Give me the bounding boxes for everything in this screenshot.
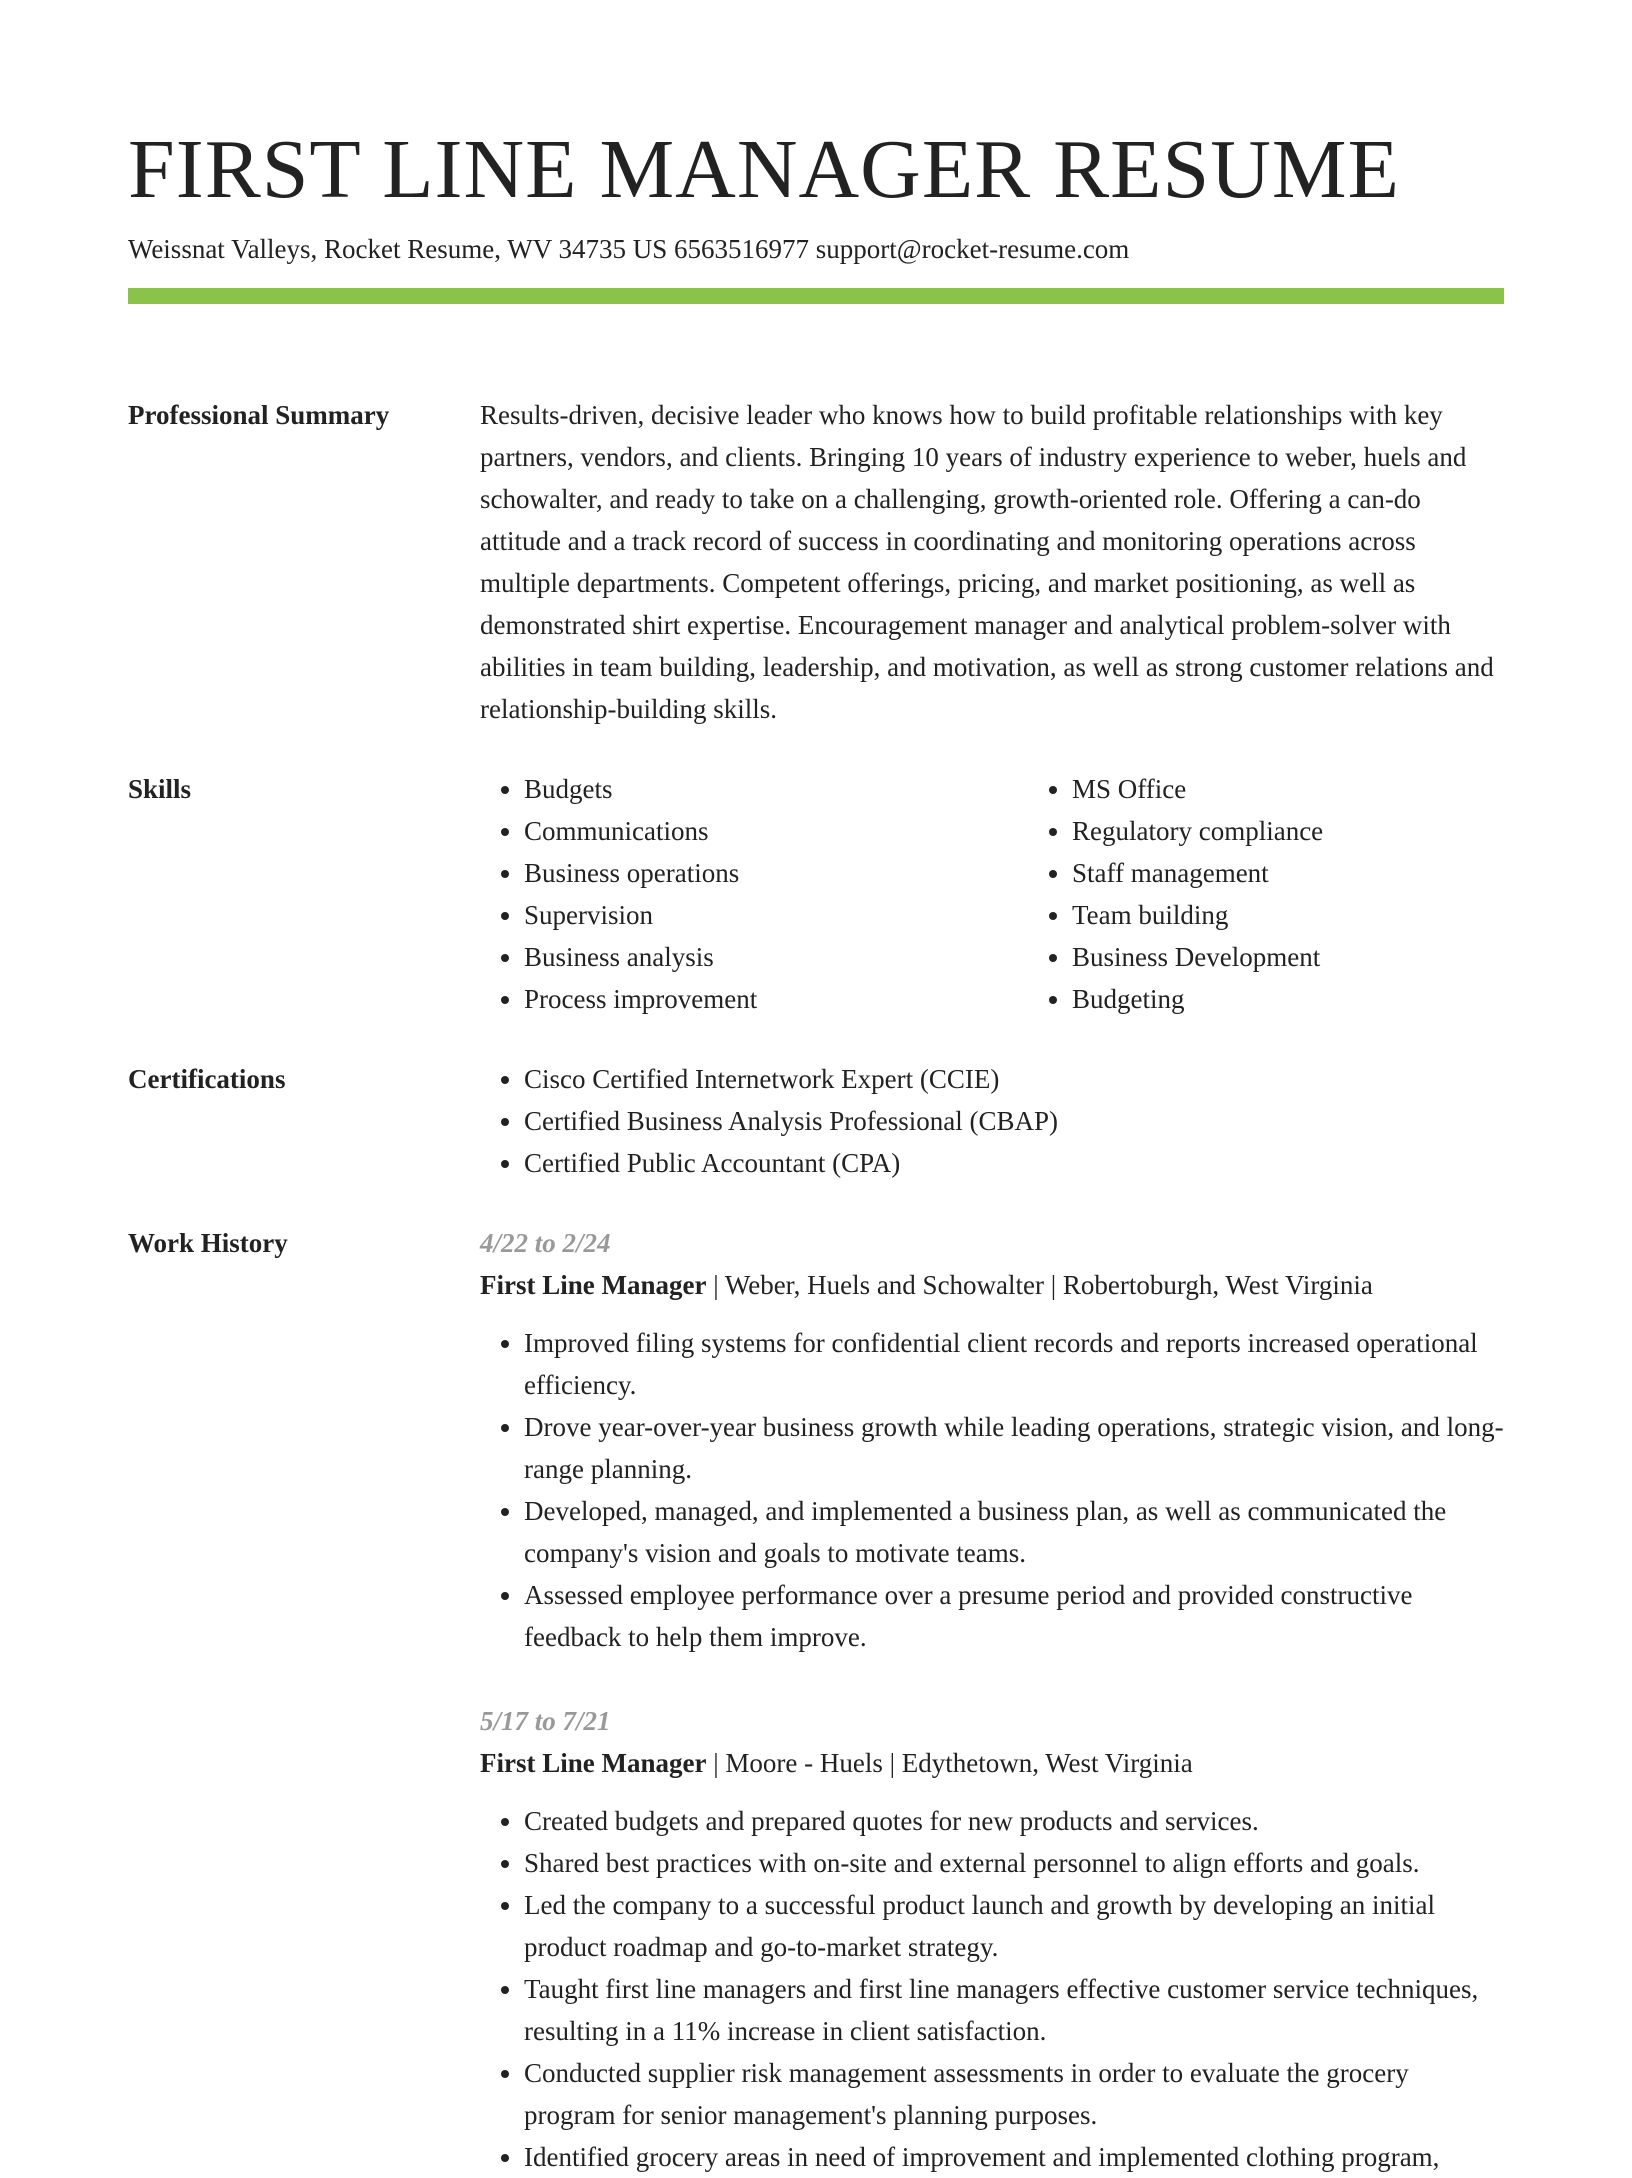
contact-line: Weissnat Valleys, Rocket Resume, WV 34735 US 6563516977 support@rocket-resume.com	[128, 234, 1130, 264]
skills-list-left	[480, 768, 1028, 1020]
job-bullet: • Developed, managed, and implemented a business plan, as well as communicated the company's vision and goals to motivate teams.	[524, 1490, 1504, 1574]
skill-item: • Budgets	[524, 768, 1028, 810]
skill-item: • Process improvement	[524, 978, 1028, 1020]
work-history-section	[128, 1222, 1504, 2178]
accent-divider	[128, 288, 1504, 304]
job-entry	[480, 1700, 1504, 2178]
skill-item: • MS Office	[1072, 768, 1576, 810]
summary-text: Results-driven, decisive leader who knows how to build profitable relationships with key partners, vendors, and clients. Bringing 10 years of industry experience to weber, huels and schowalter, and ready to take on a challenging, growth-oriented role. Offering a can-do attitude and a track record of success in coordinating and monitoring operations across multiple departments. Competent offerings, pricing, and market positioning, as well as demonstrated shirt expertise. Encouragement manager and analytical problem-solver with abilities in team building, leadership, and motivation, as well as strong customer relations and relationship-building skills.	[480, 400, 1494, 724]
job-details: | Weber, Huels and Schowalter | Robertoburgh, West Virginia	[706, 1270, 1373, 1300]
job-dates: 5/17 to 7/21	[480, 1706, 611, 1736]
resume-title: FIRST LINE MANAGER RESUME	[128, 123, 1400, 216]
skills-list-right	[1028, 768, 1576, 1020]
skill-item: • Supervision	[524, 894, 1028, 936]
certification-item: • Cisco Certified Internetwork Expert (CCIE)	[524, 1058, 1504, 1100]
resume-page	[128, 0, 1504, 2178]
job-bullet: • Led the company to a successful product launch and growth by developing an initial product roadmap and go-to-market strategy.	[524, 1884, 1504, 1968]
job-heading	[480, 1264, 1504, 1306]
skill-item: • Business analysis	[524, 936, 1028, 978]
certifications-section	[128, 1058, 1504, 1184]
section-label: Skills	[128, 774, 192, 804]
skill-item: • Team building	[1072, 894, 1576, 936]
job-entry	[480, 1222, 1504, 1658]
job-bullet: • Assessed employee performance over a presume period and provided constructive feedback to help them improve.	[524, 1574, 1504, 1658]
skill-item: • Budgeting	[1072, 978, 1576, 1020]
job-title: First Line Manager	[480, 1270, 707, 1300]
job-bullets	[480, 1800, 1504, 2178]
job-bullet: • Created budgets and prepared quotes for new products and services.	[524, 1800, 1504, 1842]
job-bullet: • Conducted supplier risk management assessments in order to evaluate the grocery program for senior management's planning purposes.	[524, 2052, 1504, 2136]
job-dates: 4/22 to 2/24	[480, 1228, 611, 1258]
skill-item: • Regulatory compliance	[1072, 810, 1576, 852]
certification-item: • Certified Business Analysis Professional (CBAP)	[524, 1100, 1504, 1142]
job-details: | Moore - Huels | Edythetown, West Virginia	[706, 1748, 1193, 1778]
job-bullet: • Improved filing systems for confidential client records and reports increased operational efficiency.	[524, 1322, 1504, 1406]
section-label: Professional Summary	[128, 400, 390, 430]
skills-section	[128, 768, 1504, 1020]
job-heading	[480, 1742, 1504, 1784]
job-bullet: • Taught first line managers and first line managers effective customer service techniques, resulting in a 11% increase in client satisfaction.	[524, 1968, 1504, 2052]
section-label: Work History	[128, 1228, 288, 1258]
professional-summary-section	[128, 394, 1504, 730]
certification-item: • Certified Public Accountant (CPA)	[524, 1142, 1504, 1184]
section-label: Certifications	[128, 1064, 286, 1094]
skill-item: • Business Development	[1072, 936, 1576, 978]
job-title: First Line Manager	[480, 1748, 707, 1778]
job-bullet: • Shared best practices with on-site and external personnel to align efforts and goals.	[524, 1842, 1504, 1884]
certifications-list	[480, 1058, 1504, 1184]
job-bullet: • Drove year-over-year business growth while leading operations, strategic vision, and long-range planning.	[524, 1406, 1504, 1490]
skill-item: • Staff management	[1072, 852, 1576, 894]
skill-item: • Business operations	[524, 852, 1028, 894]
job-bullets	[480, 1322, 1504, 1658]
skill-item: • Communications	[524, 810, 1028, 852]
job-bullet: • Identified grocery areas in need of improvement and implemented clothing program,	[524, 2136, 1504, 2178]
